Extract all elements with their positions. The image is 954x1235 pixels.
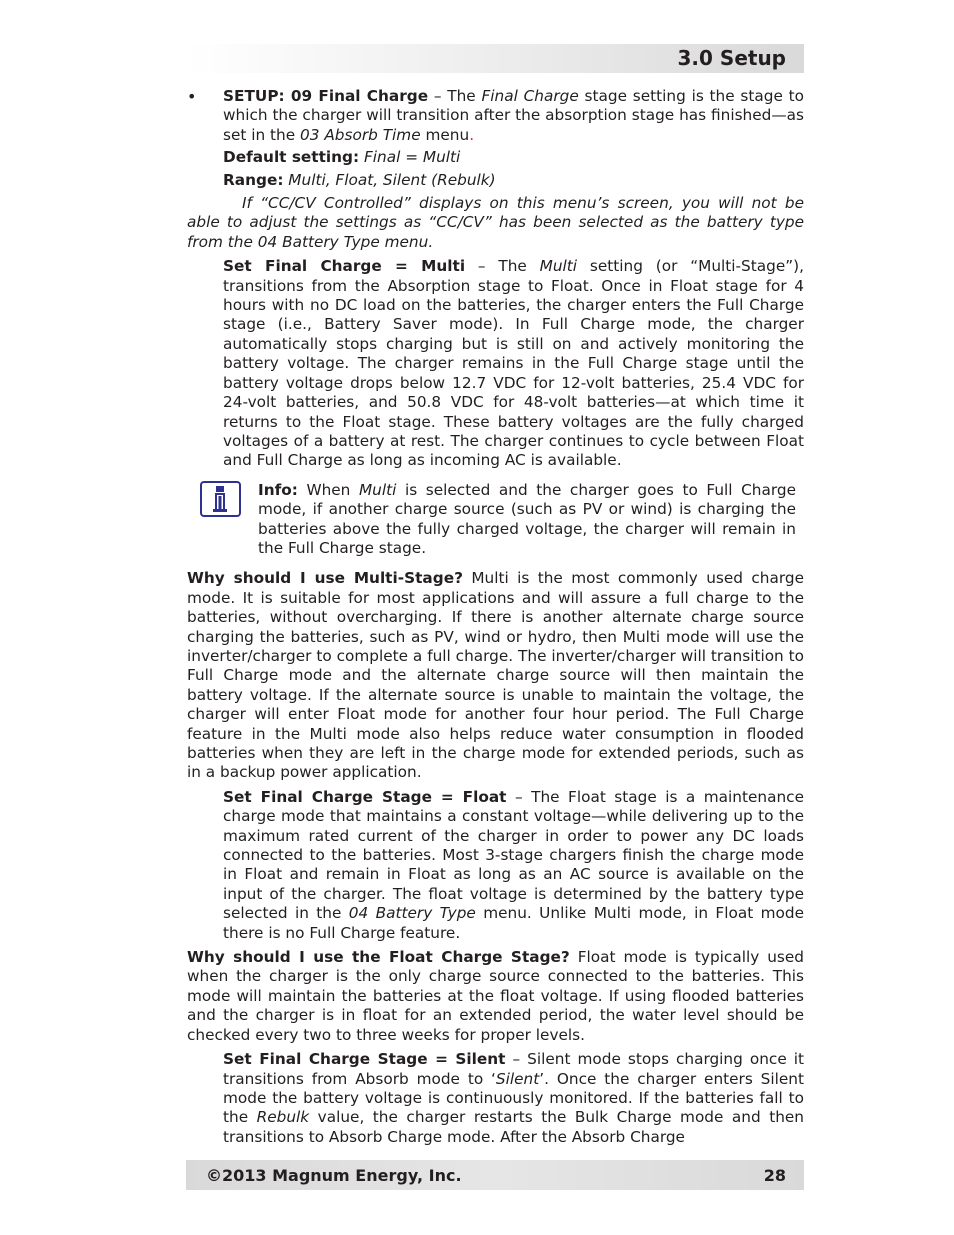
- bullet-icon: •: [187, 87, 197, 106]
- info-text: [258, 481, 796, 559]
- text-run: value, the charger restarts the Bulk Charge mode and then transitions to Absorb Charge mode. After the Absorb Charge: [223, 1108, 805, 1146]
- text-run: Multi: [358, 480, 397, 499]
- text-run: menu: [420, 125, 470, 144]
- multi-heading: Set Final Charge = Multi: [223, 257, 466, 276]
- text-run: 03 Absorb Time: [300, 125, 421, 144]
- final-charge-intro: [223, 87, 804, 145]
- text-run: stage setting is the stage to which the charger will transition after the absorption stage has finished—as set in the: [223, 87, 805, 144]
- multi-section: [187, 257, 804, 470]
- text-run: – Silent mode stops charging once it transitions from Absorb mode to ‘: [223, 1050, 804, 1088]
- range-label: Range:: [223, 170, 284, 189]
- text-run: – The: [465, 257, 540, 276]
- text-run: is selected and the charger goes to Full Charge mode, if another charge source (such as PV or wind) is charging the batteries above the fully charged voltage, the charger will remain in the Full Charge stage.: [258, 480, 797, 557]
- page-number: 28: [763, 1166, 786, 1185]
- why-float-heading: Why should I use the Float Charge Stage?: [187, 948, 570, 967]
- final-charge-bullet: [187, 87, 804, 190]
- section-header: [186, 44, 804, 73]
- text-run: – The Float stage is a maintenance charge mode that maintains a constant voltage—while delivering up to the maximum rated current of the charger in order to power any DC loads connected to the batteries. Most 3-stage chargers finish the charge mode in Float and remain in Float as long as an AC source is available on the input of the charger. The float voltage is determined by the battery type selected in the: [223, 787, 804, 923]
- text-run: Multi: [539, 257, 578, 276]
- text-run: When: [297, 480, 359, 499]
- text-run: menu. Unlike Multi mode, in Float mode there is no Full Charge feature.: [223, 904, 804, 942]
- section-title: 3.0 Setup: [677, 46, 786, 70]
- text-run: .: [469, 125, 475, 144]
- page-content: [187, 87, 804, 1147]
- silent-section: [187, 1050, 804, 1147]
- why-multi-heading: Why should I use Multi-Stage?: [187, 569, 463, 588]
- text-run: Rebulk: [256, 1108, 310, 1127]
- text-run: Final Charge: [481, 87, 579, 105]
- range-setting: [223, 171, 804, 190]
- text-run: Multi is the most commonly used charge mode. It is suitable for most applications and will assure a full charge to the batteries, without overcharging. If there is another alternate charge source charging the batteries, such as PV, wind or hydro, then Multi mode will use the inverter/charger to complete a full charge. The inverter/charger will transition to Full Charge mode and the alternate charge source will then maintain the battery voltage. If the alternate source is unable to maintain the voltage, the charger will enter Float mode for another four hour period. The Full Charge feature in the Multi mode also helps reduce water consumption in flooded batteries when they are left in the charge mode for extended periods, such as in a backup power application.: [187, 569, 804, 782]
- text-run: ’. Once the charger enters Silent mode the battery voltage is continuously monitored. If the batteries fall to the: [223, 1069, 804, 1127]
- info-icon: [200, 481, 241, 517]
- silent-heading: Set Final Charge Stage = Silent: [223, 1050, 506, 1069]
- default-label: Default setting:: [223, 148, 360, 167]
- text-run: – The: [428, 87, 482, 105]
- setting-name: SETUP: 09 Final Charge: [223, 87, 429, 105]
- float-paragraph: [223, 788, 804, 943]
- range-value: Multi, Float, Silent (Rebulk): [283, 170, 496, 189]
- info-label: Info:: [258, 480, 298, 499]
- text-run: Silent: [495, 1069, 540, 1088]
- default-value: Final = Multi: [359, 148, 461, 167]
- why-multi-paragraph: [187, 569, 804, 782]
- copyright: ©2013 Magnum Energy, Inc.: [206, 1166, 462, 1185]
- page-footer: [186, 1160, 804, 1190]
- float-heading: Set Final Charge Stage = Float: [223, 787, 507, 806]
- cc-cv-note: If “CC/CV Controlled” displays on this menu’s screen, you will not be able to adjust the settings as “CC/CV” has been selected as the battery type from the 04 Battery Type menu.: [187, 194, 804, 251]
- text-run: setting (or “Multi-Stage”), transitions from the Absorption stage to Float. Once in Float stage for 4 hours with no DC load on the batteries, the charger enters the Full Charge stage (i.e., Battery Saver mode). In Full Charge mode, the charger automatically stops charging but is still on and actively monitoring the battery voltage. The charger remains in the Full Charge stage until the battery voltage drops below 12.7 VDC for 12-volt batteries, 25.4 VDC for 24-volt batteries, and 50.8 VDC for 48-volt batteries—at which time it returns to the Float stage. These battery voltages are the fully charged voltages of a battery at rest. The charger continues to cycle between Float and Full Charge as long as incoming AC is available.: [223, 257, 804, 470]
- text-run: 04 Battery Type: [348, 904, 476, 923]
- text-run: Float mode is typically used when the charger is the only charge source connected to the batteries. This mode will maintain the batteries at the float voltage. If using flooded batteries and the charger is in float for an extended period, the water level should be checked every two to three weeks for proper levels.: [187, 948, 804, 1044]
- default-setting: [223, 148, 804, 167]
- float-section: [187, 788, 804, 943]
- silent-paragraph: [223, 1050, 804, 1147]
- why-float-paragraph: [187, 948, 804, 1045]
- info-callout: [187, 481, 804, 559]
- multi-paragraph: [223, 257, 804, 470]
